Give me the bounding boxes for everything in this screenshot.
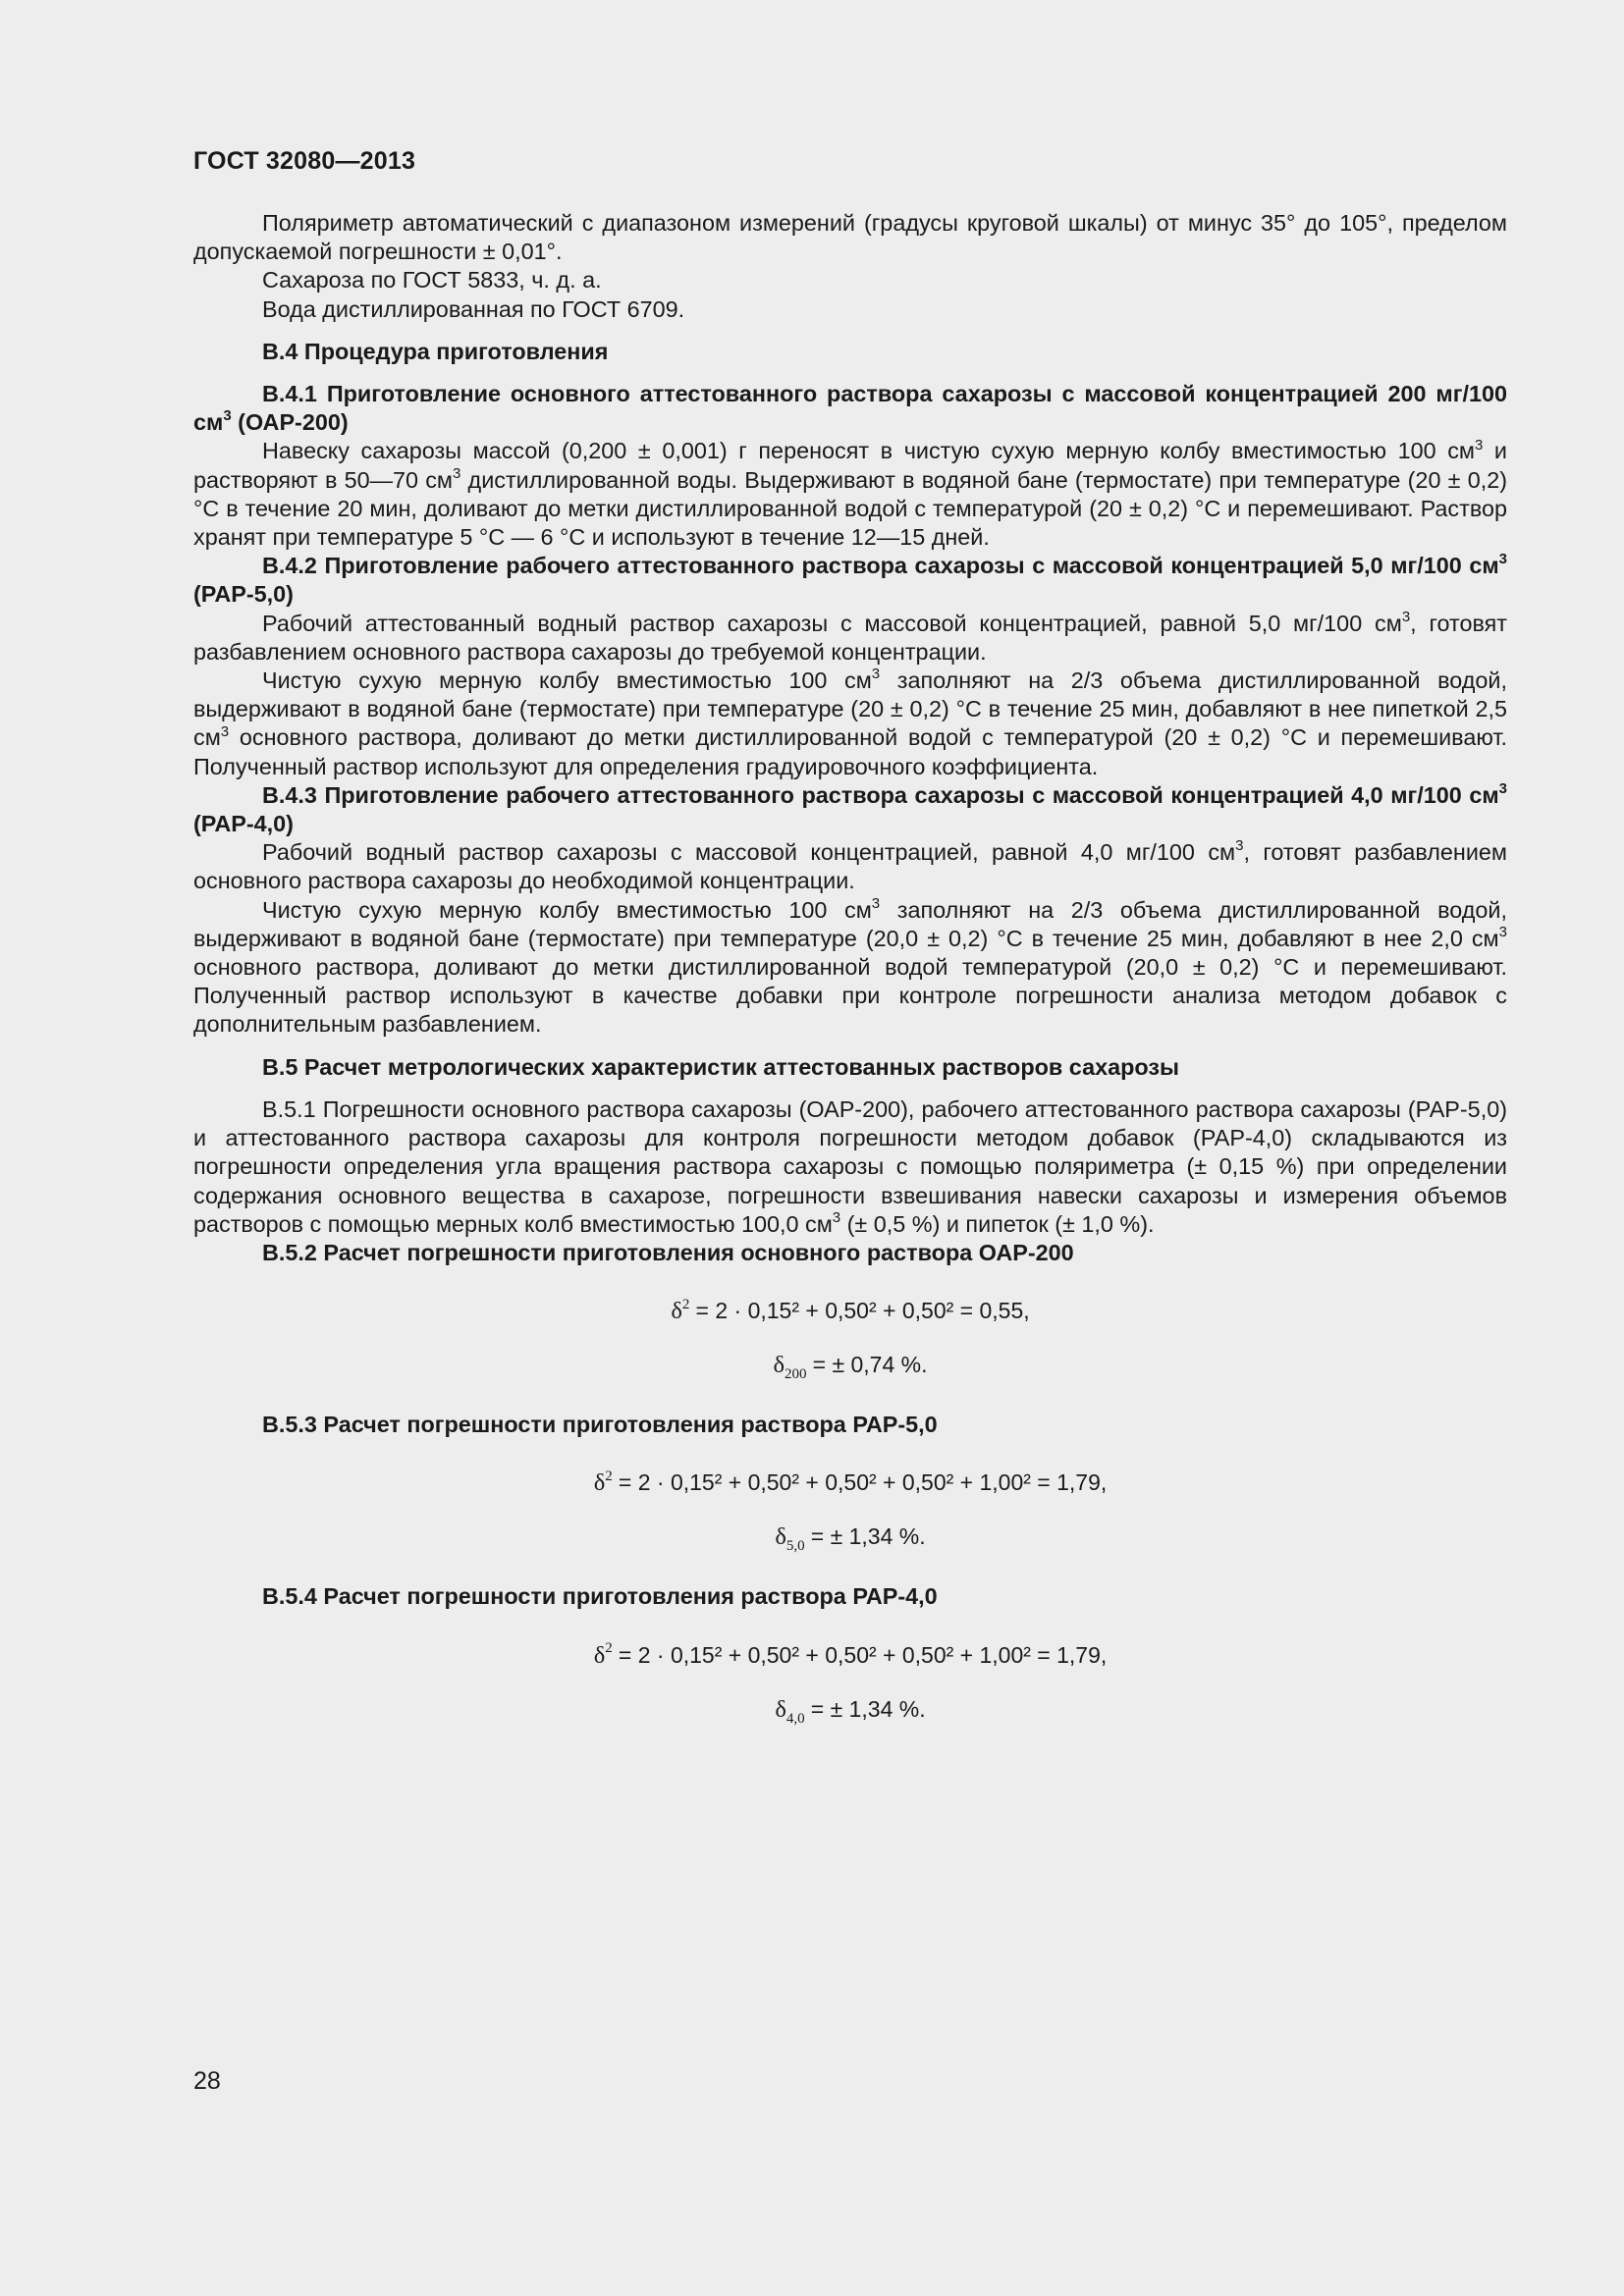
b54-title: В.5.4 Расчет погрешности приготовления раствора РАР-4,0	[262, 1583, 938, 1610]
b54-formula-variance: $\delta^2 = 2 \cdot 0,15^2 + 0,50^2 + 0,50^2 + 0,50^2 + 1,00^2 = 1,79$,	[593, 1640, 1108, 1669]
document-body	[193, 209, 1507, 1727]
b41-paragraph: Навеску сахарозы массой (0,200 ± 0,001) г переносят в чистую сухую мерную колбу вместимостью 100 $см^3$ и растворяют в 50—70 $см^3$ дистиллированной воды. Выдерживают в водяной бане (термостате) при температуре (20 ± 0,2) °С в течение 20 мин, доливают до метки дистиллированной водой с температурой (20 ± 0,2) °С и перемешивают. Раствор хранят при температуре 5 °С — 6 °С и используют в течение 12—15 дней.	[193, 436, 1507, 551]
b54-formula-error: $\delta_{4,0}$ = ± 1,34 %.	[775, 1695, 926, 1727]
page-number: 28	[193, 2067, 221, 2095]
b43-paragraph-1: Рабочий водный раствор сахарозы с массовой концентрацией, равной 4,0 мг/100 $см^3$, готовят разбавлением основного раствора сахарозы до необходимой концентрации.	[193, 837, 1507, 894]
intro-polarimeter: Поляриметр автоматический с диапазоном измерений (градусы круговой шкалы) от минус 35° до 105°, пределом допускаемой погрешности ± 0,01°.	[193, 210, 1507, 265]
b41-title: В.4.1 Приготовление основного аттестованного раствора сахарозы с массовой концентрацией 200 мг/100 $см^3$ (ОАР-200)	[193, 381, 1507, 436]
b53-title: В.5.3 Расчет погрешности приготовления раствора РАР-5,0	[262, 1412, 938, 1438]
section-b5-title: В.5 Расчет метрологических характеристик аттестованных растворов сахарозы	[262, 1053, 1179, 1080]
document-header: ГОСТ 32080—2013	[193, 147, 416, 175]
b52-formula-error: $\delta_{200}$ = ± 0,74 %.	[773, 1352, 928, 1382]
intro-sucrose: Сахароза по ГОСТ 5833, ч. д. а.	[262, 267, 602, 294]
b42-paragraph-2: Чистую сухую мерную колбу вместимостью 100 $см^3$ заполняют на 2/3 объема дистиллированной водой, выдерживают в водяной бане (термостате) при температуре (20 ± 0,2) °С в течение 25 мин, добавляют в нее пипеткой 2,5 $см^3$ основного раствора, доливают до метки дистиллированной водой с температурой (20 ± 0,2) °С и перемешивают. Полученный раствор используют для определения градуировочного коэффициента.	[193, 666, 1507, 779]
b43-paragraph-2: Чистую сухую мерную колбу вместимостью 100 $см^3$ заполняют на 2/3 объема дистиллированной водой, выдерживают в водяной бане (термостате) при температуре (20,0 ± 0,2) °С в течение 25 мин, добавляют в нее 2,0 $см^3$ основного раствора, доливают до метки дистиллированной водой температурой (20,0 ± 0,2) °С и перемешивают. Полученный раствор используют в качестве добавки при контроле погрешности анализа методом добавок с дополнительным разбавлением.	[193, 894, 1507, 1038]
intro-water: Вода дистиллированная по ГОСТ 6709.	[262, 295, 685, 322]
b42-paragraph-1: Рабочий аттестованный водный раствор сахарозы с массовой концентрацией, равной 5,0 мг/100 $см^3$, готовят разбавлением основного раствора сахарозы до требуемой концентрации.	[193, 608, 1507, 665]
b42-title: В.4.2 Приготовление рабочего аттестованного раствора сахарозы с массовой концентрацией 5,0 мг/100 $см^3$ (РАР-5,0)	[193, 551, 1507, 608]
section-b4-title: В.4 Процедура приготовления	[262, 338, 609, 364]
b43-title: В.4.3 Приготовление рабочего аттестованного раствора сахарозы с массовой концентрацией 4,0 мг/100 $см^3$ (РАР-4,0)	[193, 780, 1507, 837]
b53-formula-variance: $\delta^2 = 2 \cdot 0,15^2 + 0,50^2 + 0,50^2 + 0,50^2 + 1,00^2 = 1,79$,	[593, 1468, 1108, 1497]
b53-formula-error: $\delta_{5,0}$ = ± 1,34 %.	[775, 1523, 926, 1555]
b52-formula-variance: $\delta^2 = 2 \cdot 0,15^2 + 0,50^2 + 0,50^2 = 0,55$,	[671, 1296, 1030, 1325]
b51-paragraph: В.5.1 Погрешности основного раствора сахарозы (ОАР-200), рабочего аттестованного раствора сахарозы (РАР-5,0) и аттестованного раствора сахарозы для контроля погрешности методом добавок (РАР-4,0) складываются из погрешности определения угла вращения раствора сахарозы с помощью поляриметра (± 0,15 %) при определении содержания основного вещества в сахарозе, погрешности взвешивания навески сахарозы и измерения объемов растворов с помощью мерных колб вместимостью 100,0 $см^3$ (± 0,5 %) и пипеток (± 1,0 %).	[193, 1095, 1507, 1237]
b52-title: В.5.2 Расчет погрешности приготовления основного раствора ОАР-200	[262, 1239, 1074, 1265]
